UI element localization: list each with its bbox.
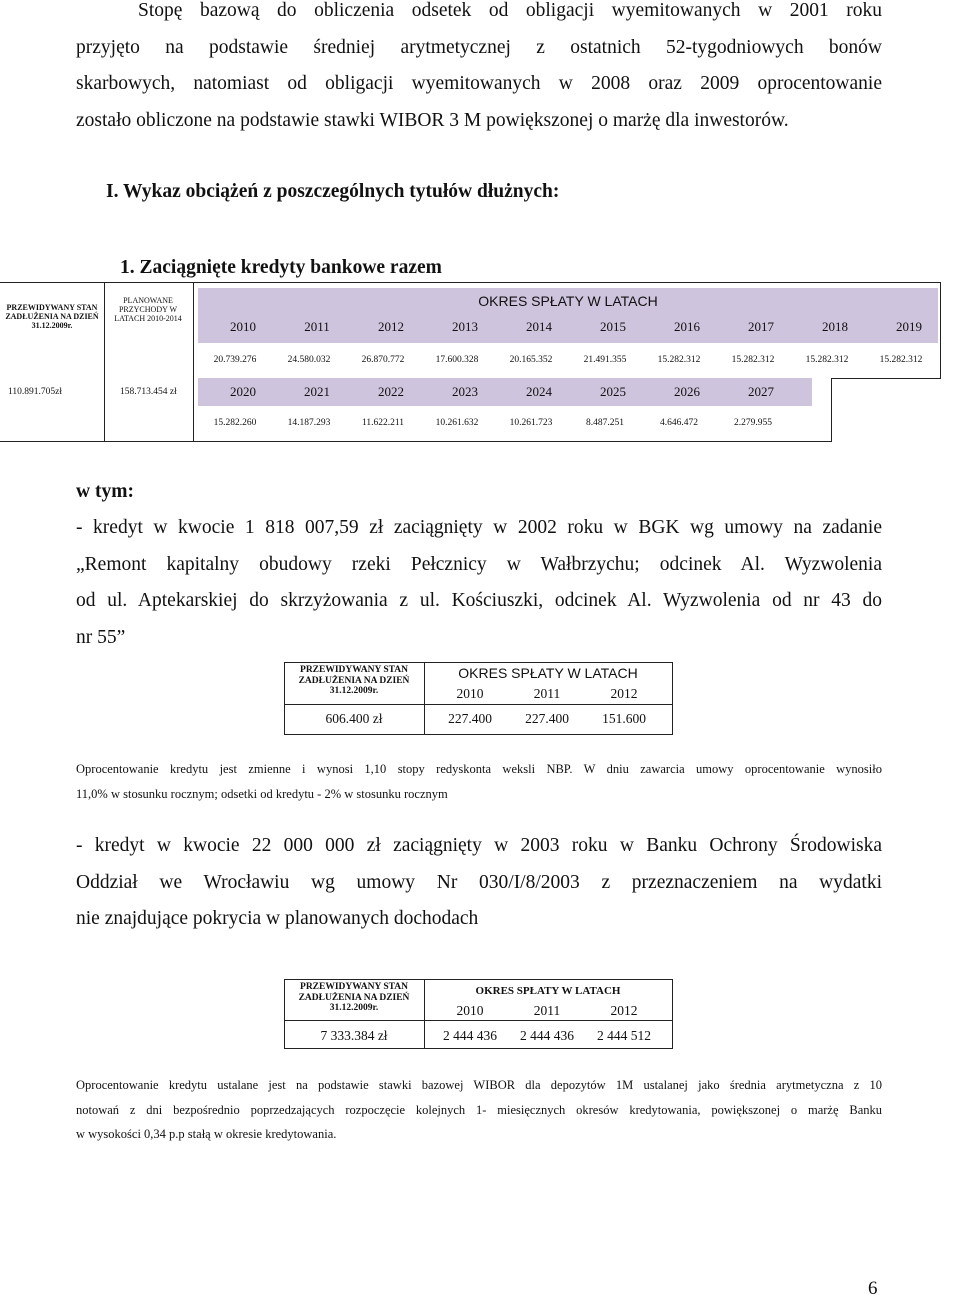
t3-col-divider (424, 979, 425, 1049)
t1-value-b-cell: 10.261.632 (435, 418, 479, 428)
t1-value-b-cell: 10.261.723 (509, 418, 553, 428)
t1-col-divider (104, 282, 105, 442)
page-number: 6 (868, 1278, 878, 1299)
credit2-line: Oddział we Wrocławiu wg umowy Nr 030/I/8/2003 z przeznaczeniem na wydatki (76, 871, 882, 893)
t1-year-label: 2019 (896, 319, 922, 334)
t2-value-cell: 227.400 (525, 711, 569, 726)
t1-year-b-label: 2027 (748, 384, 774, 399)
t2-row-divider (284, 704, 673, 705)
t1-okres-header-row (198, 288, 938, 343)
note2-line: w wysokości 0,34 p.p stałą w okresie kredytowania. (76, 1127, 337, 1141)
t1-year-b-label: 2020 (230, 384, 256, 399)
t1-years-b-row (198, 378, 812, 406)
credit2-line: nie znajdujące pokrycia w planowanych dochodach (76, 908, 479, 929)
t1-year-b-label: 2025 (600, 384, 626, 399)
t2-year-label: 2012 (610, 686, 638, 701)
t2-year-label: 2010 (456, 686, 484, 701)
credit1-paragraph (76, 510, 882, 656)
t1-year-label: 2016 (674, 319, 700, 334)
t3-value-cell: 2 444 512 (597, 1028, 651, 1043)
t1-year-label: 2017 (748, 319, 774, 334)
t1-przychody-value: 158.713.454 zł (120, 387, 177, 397)
note2-line: Oprocentowanie kredytu ustalane jest na podstawie stawki bazowej WIBOR dla depozytów 1M ustalanej jako średnia arytmetyczna z 10 (76, 1078, 882, 1092)
subheading: 1. Zaciągnięte kredyty bankowe razem (120, 257, 442, 278)
t3-year-label: 2012 (610, 1003, 638, 1018)
t1-mid-border (832, 378, 941, 379)
t1-okres-header: OKRES SPŁATY W LATACH (478, 293, 658, 309)
t1-year-b-label: 2024 (526, 384, 552, 399)
t1-year-label: 2015 (600, 319, 626, 334)
t1-value-cell: 21.491.355 (583, 355, 627, 365)
t1-year-label: 2014 (526, 319, 552, 334)
credit2-line: - kredyt w kwocie 22 000 000 zł zaciągnięty w 2003 roku w Banku Ochrony Środowiska (76, 835, 882, 856)
t1-value-b-cell: 2.279.955 (734, 418, 772, 428)
t1-right-lower (831, 378, 832, 442)
credit1-line: - kredyt w kwocie 1 818 007,59 zł zaciągnięty w 2002 roku w BGK wg umowy na zadanie (76, 517, 882, 538)
t3-year-label: 2011 (533, 1003, 561, 1018)
intro-line: Stopę bazową do obliczenia odsetek od obligacji wyemitowanych w 2001 roku (138, 0, 882, 21)
intro-line: przyjęto na podstawie średniej arytmetycznej z ostatnich 52-tygodniowych bonów (76, 36, 882, 58)
credit1-line: od ul. Aptekarskiej do skrzyżowania z ul. Kościuszki, odcinek Al. Wyzwolenia od nr 43 do (76, 590, 882, 611)
intro-line: skarbowych, natomiast od obligacji wyemitowanych w 2008 oraz 2009 oprocentowanie (76, 73, 882, 94)
note1-line: Oprocentowanie kredytu jest zmienne i wynosi 1,10 stopy redyskonta weksli NBP. W dniu zawarcia umowy oprocentowanie wynosiło (76, 762, 882, 776)
t1-value-b-cell: 11.622.211 (361, 418, 405, 428)
t1-year-b-label: 2022 (378, 384, 404, 399)
t2-value-cell: 151.600 (602, 711, 646, 726)
note2-paragraph (76, 1073, 882, 1147)
t1-value-cell: 20.739.276 (213, 355, 257, 365)
t1-top-border (0, 282, 941, 283)
t1-value-cell: 15.282.312 (879, 355, 923, 365)
t2-col1-header: PRZEWIDYWANY STAN ZADŁUŻENIA NA DZIEŃ 31.12.2009r. (298, 665, 410, 696)
t2-value-cell: 227.400 (448, 711, 492, 726)
t1-year-label: 2013 (452, 319, 478, 334)
t1-value-cell: 15.282.312 (731, 355, 775, 365)
t1-value-b-cell: 14.187.293 (287, 418, 331, 428)
credit1-line: nr 55” (76, 626, 126, 648)
note1-line: 11,0% w stosunku rocznym; odsetki od kredytu - 2% w stosunku rocznym (76, 786, 448, 801)
t1-col2-header: PLANOWANE PRZYCHODY W LATACH 2010-2014 (114, 296, 182, 323)
w-tym-label: w tym: (76, 481, 134, 502)
t3-col1-header: PRZEWIDYWANY STAN ZADŁUŻENIA NA DZIEŃ 31.12.2009r. (298, 982, 410, 1013)
t1-stan-value: 110.891.705zł (8, 387, 63, 397)
t1-year-label: 2018 (822, 319, 848, 334)
t3-row-divider (284, 1020, 673, 1021)
t3-stan-value: 7 333.384 zł (320, 1028, 388, 1043)
t1-year-b-label: 2021 (304, 384, 330, 399)
t1-year-b-label: 2026 (674, 384, 700, 399)
t1-year-b-label: 2023 (452, 384, 478, 399)
t1-value-cell: 26.870.772 (361, 355, 405, 365)
t1-value-cell: 17.600.328 (435, 355, 479, 365)
t1-value-b-cell: 15.282.260 (213, 418, 257, 428)
t2-year-label: 2011 (533, 686, 561, 701)
t2-okres-header: OKRES SPŁATY W LATACH (458, 665, 638, 681)
t3-value-cell: 2 444 436 (520, 1028, 574, 1043)
t1-value-cell: 24.580.032 (287, 355, 331, 365)
t1-value-b-cell: 8.487.251 (586, 418, 624, 428)
t1-value-cell: 15.282.312 (657, 355, 701, 365)
note2-line: notowań z dni bezpośrednio poprzedzających rozpoczęcie kolejnych 1- miesięcznych okresów kredytowania, powiększonej o marżę Banku (76, 1102, 882, 1117)
credit2-paragraph (76, 828, 882, 938)
intro-line: zostało obliczone na podstawie stawki WIBOR 3 M powiększonej o marżę dla inwestorów. (76, 109, 789, 131)
t1-value-cell: 20.165.352 (509, 355, 553, 365)
t1-value-cell: 15.282.312 (805, 355, 849, 365)
t2-stan-value: 606.400 zł (325, 711, 383, 726)
t1-col1-header: PRZEWIDYWANY STAN ZADŁUŻENIA NA DZIEŃ 31.12.2009r. (5, 303, 99, 330)
t3-okres-header: OKRES SPŁATY W LATACH (475, 985, 621, 997)
t1-col-divider (193, 282, 194, 442)
credit1-line: „Remont kapitalny obudowy rzeki Pełcznicy w Wałbrzychu; odcinek Al. Wyzwolenia (76, 553, 882, 575)
t1-year-label: 2011 (304, 319, 330, 334)
t3-value-cell: 2 444 436 (443, 1028, 497, 1043)
t3-year-label: 2010 (456, 1003, 484, 1018)
section-heading: I. Wykaz obciążeń z poszczególnych tytułów dłużnych: (106, 181, 560, 202)
note1-paragraph (76, 757, 882, 806)
t1-value-b-cell: 4.646.472 (660, 418, 698, 428)
intro-paragraph (76, 0, 882, 139)
t1-year-label: 2010 (230, 319, 256, 334)
t2-col-divider (424, 662, 425, 735)
t1-year-label: 2012 (378, 319, 404, 334)
